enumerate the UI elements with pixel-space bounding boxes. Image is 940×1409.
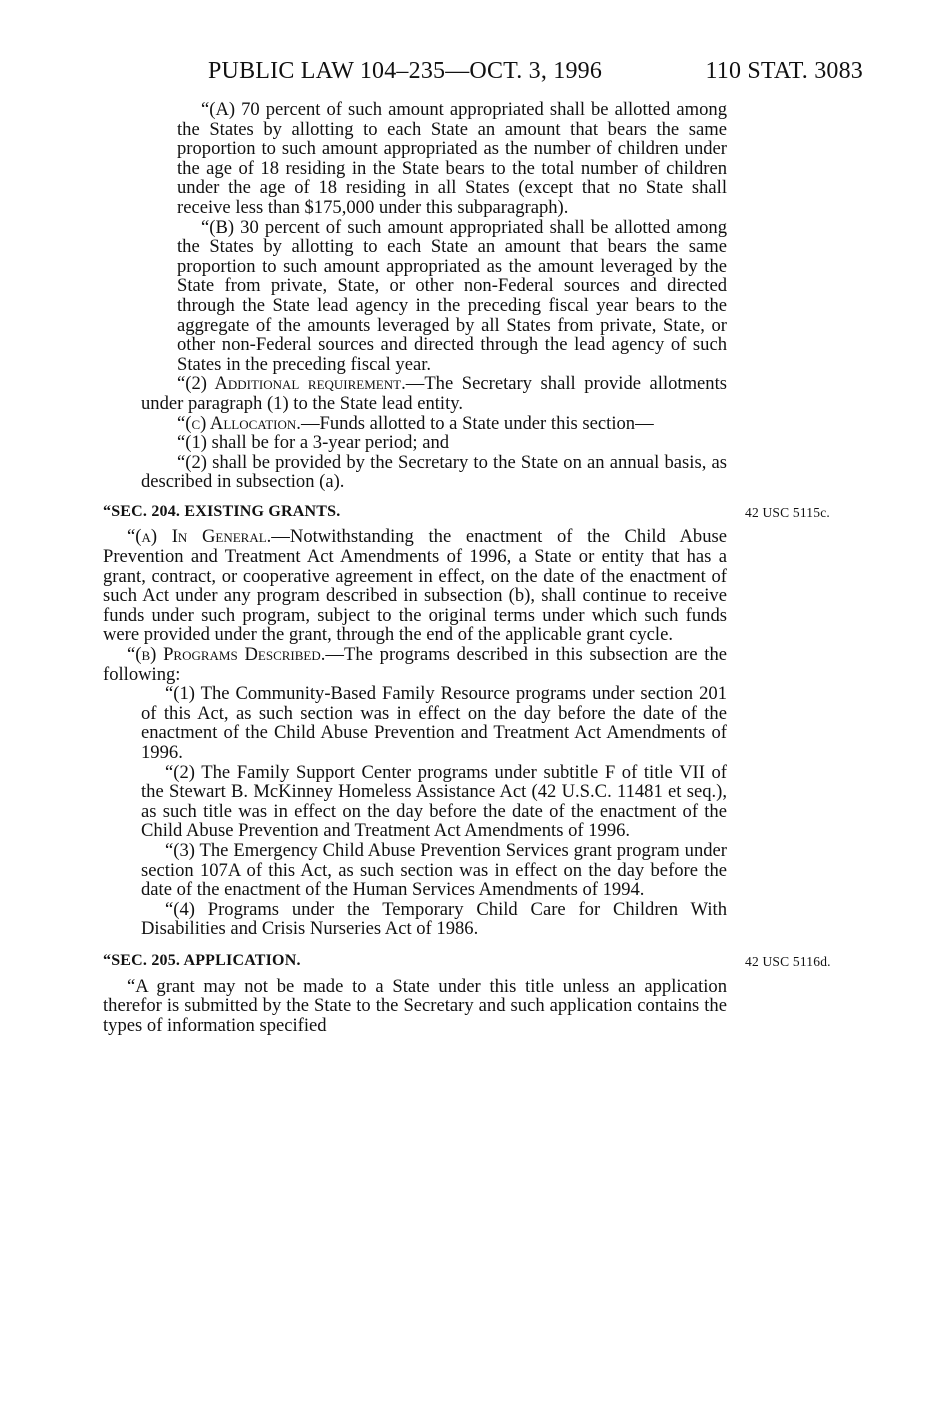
program-item-2: “(2) The Family Support Center programs under subtitle F of title VII of the Stewart B. McKinney Homeless Assistance Act (42 U.S.C. 11481 et seq.), as such title was in effect on the day before the date of the enactment of the Child Abuse Prevention and Treatment Act Amendments of 1996. [141, 761, 727, 842]
header-citation: PUBLIC LAW 104–235—OCT. 3, 1996 [208, 58, 603, 84]
subparagraphs-block [103, 100, 727, 374]
section-205-margin-note: 42 USC 5116d. [745, 953, 831, 969]
allocation-para [103, 414, 727, 434]
subparagraph-b: “(B) 30 percent of such amount appropriated shall be allotted among the States by allotting to each State an amount that bears the same proportion to such amount appropriated as the amount leveraged by the State from private, State, or other non-Federal sources and directed through the State lead agency in the preceding fiscal year bears to the aggregate of the amounts leveraged by all States from private, State, or other non-Federal sources and directed through the lead agency of such States in the preceding fiscal year. [177, 216, 727, 375]
header-page-number: 110 STAT. 3083 [705, 58, 863, 84]
subsection-b-text: —The programs described in this subsection are the following: [103, 644, 727, 685]
allocation-item-2: “(2) shall be provided by the Secretary to the State on an annual basis, as described in subsection (a). [141, 451, 727, 493]
allocation-text: —Funds allotted to a State under this section— [300, 412, 654, 434]
running-header [208, 58, 863, 88]
additional-requirement-heading: “(2) Additional requirement. [177, 373, 406, 395]
document-body [103, 99, 831, 1036]
subsection-a-text: —Notwithstanding the enactment of the Child Abuse Prevention and Treatment Act Amendments of 1996, a State or entity that has a grant, contract, or cooperative agreement in effect, on the date of the enactment of such Act under any program described in subsection (b), shall continue to receive funds under such program, subject to the original terms under which such funds were provided under the grant, through the end of the applicable grant cycle. [103, 526, 727, 646]
section-204-heading [103, 502, 830, 522]
allocation-heading: “(c) Allocation. [177, 412, 301, 434]
programs-list [103, 684, 727, 939]
section-204-subsection-b [103, 645, 727, 684]
section-204-margin-note: 42 USC 5115c. [745, 504, 830, 520]
allocation-item-1: “(1) shall be for a 3-year period; and [177, 432, 450, 454]
subparagraph-a: “(A) 70 percent of such amount appropriated shall be allotted among the States by allotting to each State an amount that bears the same proportion to such amount appropriated as the number of children under the age of 18 residing in the State bears to the total number of children under the age of 18 residing in all States (except that no State shall receive less than $175,000 under this subparagraph). [177, 99, 727, 218]
section-205-text: “A grant may not be made to a State under this title unless an application therefor is submitted by the State to the Secretary and such application contains the types of information specified [103, 975, 727, 1036]
additional-requirement-para [103, 374, 727, 413]
section-204-title: “SEC. 204. EXISTING GRANTS. [103, 502, 341, 520]
program-item-4: “(4) Programs under the Temporary Child Care for Children With Disabilities and Crisis Nurseries Act of 1986. [141, 898, 727, 940]
section-205-heading [103, 951, 831, 971]
section-204-subsection-a [103, 527, 727, 645]
subsection-a-heading: “(a) In General. [127, 526, 272, 548]
subsection-b-heading: “(b) Programs Described. [127, 644, 326, 666]
additional-requirement-text: —The Secretary shall provide allotments under paragraph (1) to the State lead entity. [141, 373, 728, 414]
section-205-title: “SEC. 205. APPLICATION. [103, 951, 301, 969]
program-item-3: “(3) The Emergency Child Abuse Prevention Services grant program under section 107A of this Act, as such section was in effect on the day before the date of the enactment of the Human Services Amendments of 1994. [141, 839, 727, 901]
program-item-1: “(1) The Community-Based Family Resource programs under section 201 of this Act, as such section was in effect on the day before the date of the enactment of the Child Abuse Prevention and Treatment Act Amendments of 1996. [141, 683, 727, 763]
